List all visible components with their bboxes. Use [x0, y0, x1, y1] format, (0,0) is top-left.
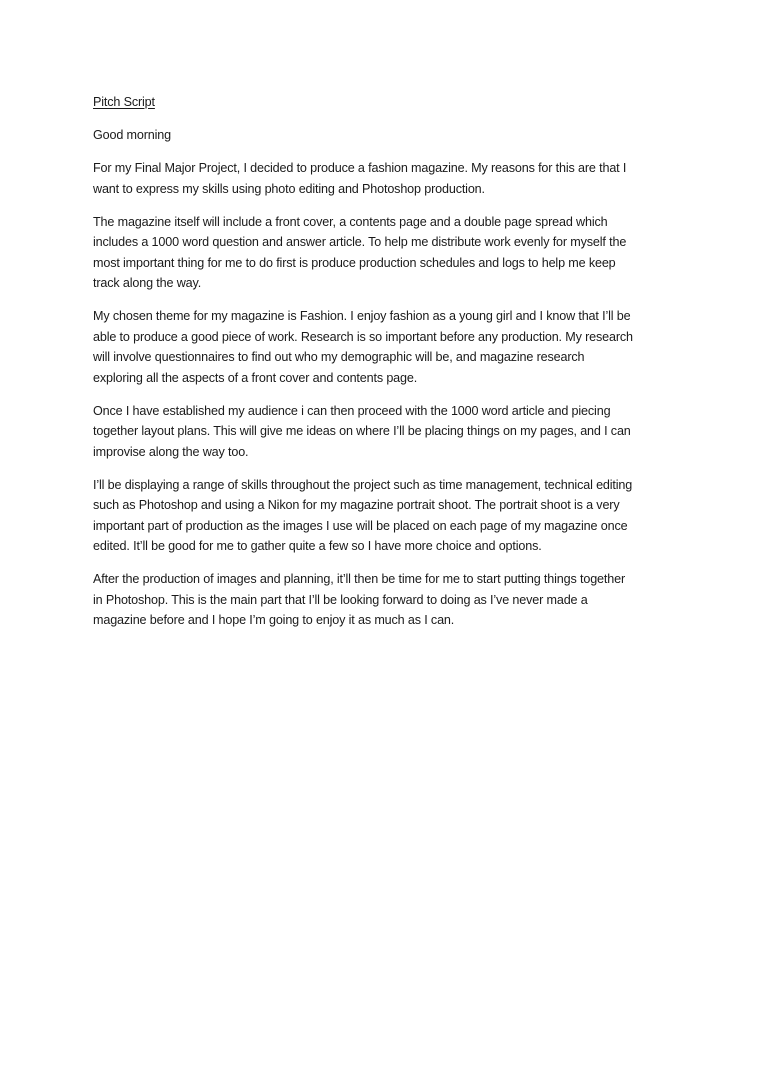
paragraph-intro	[93, 158, 713, 199]
paragraph-skills	[93, 475, 713, 557]
greeting: Good morning	[93, 128, 172, 142]
text-line: After the production of images and planning, it’ll then be time for me to start putting things together	[93, 572, 625, 586]
text-line: I’ll be displaying a range of skills throughout the project such as time management, technical editing	[93, 477, 633, 492]
text-line: For my Final Major Project, I decided to produce a fashion magazine. My reasons for this are that I	[93, 161, 627, 175]
text-line: includes a 1000 word question and answer article. To help me distribute work evenly for myself the	[93, 235, 627, 249]
paragraph-audience	[93, 401, 713, 463]
text-line: able to produce a good piece of work. Research is so important before any production. My research	[93, 329, 633, 344]
text-line: will involve questionnaires to find out who my demographic will be, and magazine research	[93, 350, 585, 364]
paragraph-theme	[93, 306, 713, 388]
text-line: edited. It’ll be good for me to gather quite a few so I have more choice and options.	[93, 539, 542, 553]
text-line: magazine before and I hope I’m going to enjoy it as much as I can.	[93, 613, 455, 627]
document-title-paragraph	[93, 92, 713, 113]
text-line: together layout plans. This will give me ideas on where I’ll be placing things on my pages, and I can	[93, 424, 631, 438]
document-title: Pitch Script	[93, 95, 155, 109]
document-body	[93, 92, 713, 643]
paragraph-magazine-contents	[93, 212, 713, 294]
text-line: My chosen theme for my magazine is Fashion. I enjoy fashion as a young girl and I know that I’ll be	[93, 309, 631, 323]
text-line: important part of production as the images I use will be placed on each page of my magazine once	[93, 518, 628, 533]
text-line: The magazine itself will include a front cover, a contents page and a double page spread which	[93, 214, 608, 229]
text-line: improvise along the way too.	[93, 444, 249, 459]
text-line: most important thing for me to do first is produce production schedules and logs to help me keep	[93, 255, 616, 270]
text-line: Once I have established my audience i can then proceed with the 1000 word article and piecing	[93, 403, 611, 418]
text-line: exploring all the aspects of a front cover and contents page.	[93, 370, 418, 385]
text-line: in Photoshop. This is the main part that I’ll be looking forward to doing as I’ve never made a	[93, 592, 588, 607]
paragraph-photoshop	[93, 569, 713, 631]
text-line: such as Photoshop and using a Nikon for my magazine portrait shoot. The portrait shoot is a very	[93, 498, 620, 512]
text-line: want to express my skills using photo editing and Photoshop production.	[93, 181, 485, 196]
text-line: track along the way.	[93, 276, 202, 290]
greeting-paragraph	[93, 125, 713, 146]
